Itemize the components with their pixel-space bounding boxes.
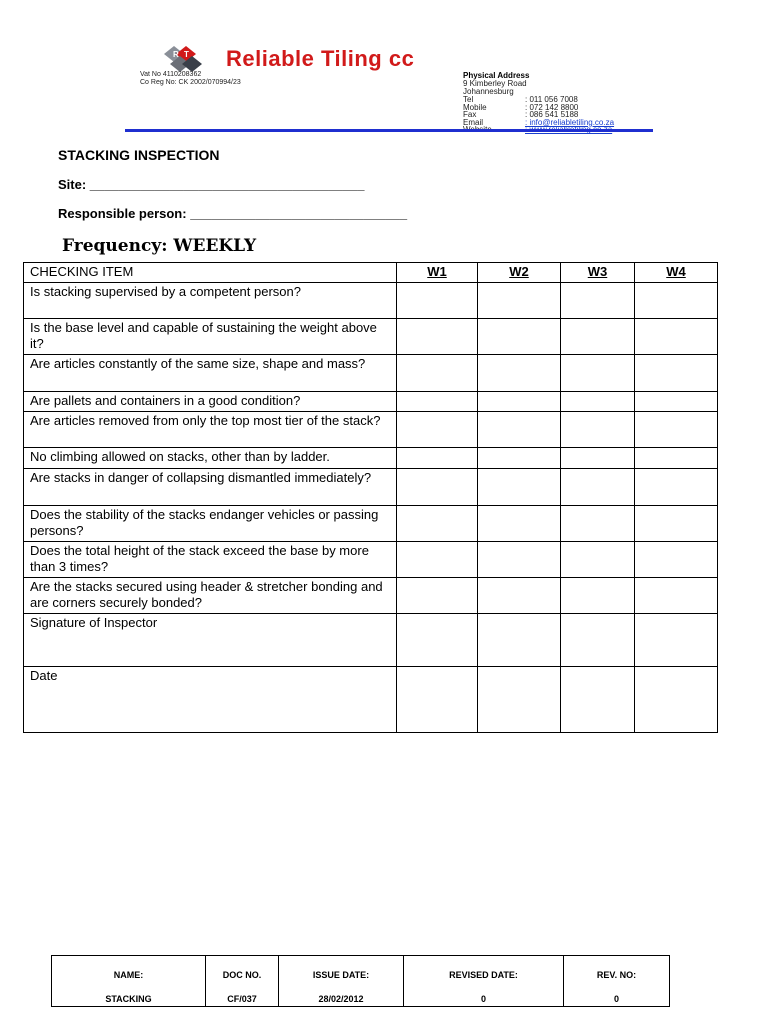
checking-item: Are articles constantly of the same size, shape and mass?	[24, 355, 397, 392]
check-cell-w2[interactable]	[478, 578, 561, 614]
company-name: Reliable Tiling cc	[226, 46, 415, 71]
check-cell-w2[interactable]	[478, 355, 561, 392]
table-row	[24, 283, 718, 319]
check-cell-w4[interactable]	[635, 542, 718, 578]
checking-item: Is stacking supervised by a competent person?	[24, 283, 397, 319]
reg-number: Co Reg No: CK 2002/070994/23	[140, 79, 241, 86]
check-cell-w4[interactable]	[635, 319, 718, 355]
column-header-w2: W2	[478, 263, 561, 283]
check-cell-w1[interactable]	[397, 506, 478, 542]
check-cell-w4[interactable]	[635, 412, 718, 448]
table-row	[24, 319, 718, 355]
check-cell-w1[interactable]	[397, 283, 478, 319]
check-cell-w3[interactable]	[561, 319, 635, 355]
check-cell-w1[interactable]	[397, 355, 478, 392]
contact-row: Email : info@reliabletiling.co.za	[463, 117, 615, 127]
date-cell-w4[interactable]	[635, 667, 718, 733]
footer-rev-no-cell: REV. NO: 0	[564, 956, 670, 1007]
column-header-w3: W3	[561, 263, 635, 283]
check-cell-w4[interactable]	[635, 392, 718, 412]
checking-item: Is the base level and capable of sustaining the weight above it?	[24, 319, 397, 355]
check-cell-w3[interactable]	[561, 283, 635, 319]
stacking-checklist-table	[23, 262, 718, 733]
table-row	[24, 392, 718, 412]
check-cell-w1[interactable]	[397, 469, 478, 506]
checking-item: Are stacks in danger of collapsing dismantled immediately?	[24, 469, 397, 506]
table-row	[24, 355, 718, 392]
check-cell-w1[interactable]	[397, 448, 478, 469]
check-cell-w2[interactable]	[478, 412, 561, 448]
responsible-person-field[interactable]: Responsible person: ______________________________	[58, 206, 408, 221]
header-divider	[125, 129, 653, 132]
footer-doc-no-cell: DOC NO. CF/037	[206, 956, 279, 1007]
check-cell-w3[interactable]	[561, 355, 635, 392]
svg-text:R: R	[173, 50, 179, 59]
check-cell-w3[interactable]	[561, 542, 635, 578]
footer-revised-date-cell: REVISED DATE: 0	[404, 956, 564, 1007]
signature-cell-w1[interactable]	[397, 614, 478, 667]
diamond-tiles-logo-icon	[158, 44, 218, 74]
footer-issue-date-cell: ISSUE DATE: 28/02/2012	[279, 956, 404, 1007]
check-cell-w2[interactable]	[478, 506, 561, 542]
check-cell-w4[interactable]	[635, 355, 718, 392]
inspector-signature-label: Signature of Inspector	[24, 614, 397, 667]
check-cell-w1[interactable]	[397, 542, 478, 578]
check-cell-w1[interactable]	[397, 392, 478, 412]
table-row	[24, 578, 718, 614]
check-cell-w2[interactable]	[478, 542, 561, 578]
contact-row: Mobile : 072 142 8800	[463, 102, 579, 112]
address-title: Physical Address	[463, 71, 530, 80]
document-control-table	[51, 955, 670, 1007]
table-row	[24, 667, 718, 733]
check-cell-w4[interactable]	[635, 469, 718, 506]
site-field[interactable]: Site: ______________________________________	[58, 177, 365, 192]
check-cell-w2[interactable]	[478, 319, 561, 355]
date-cell-w3[interactable]	[561, 667, 635, 733]
physical-address: 9 Kimberley Road Johannesburg	[463, 79, 527, 96]
table-row	[24, 469, 718, 506]
check-cell-w3[interactable]	[561, 469, 635, 506]
check-cell-w3[interactable]	[561, 412, 635, 448]
check-cell-w4[interactable]	[635, 506, 718, 542]
table-row	[24, 614, 718, 667]
checking-item: Are pallets and containers in a good condition?	[24, 392, 397, 412]
footer-name-cell: NAME: STACKING	[52, 956, 206, 1007]
page-title: STACKING INSPECTION	[58, 147, 220, 163]
date-cell-w2[interactable]	[478, 667, 561, 733]
check-cell-w3[interactable]	[561, 392, 635, 412]
signature-cell-w4[interactable]	[635, 614, 718, 667]
checking-item: Are articles removed from only the top most tier of the stack?	[24, 412, 397, 448]
frequency-heading: Frequency: WEEKLY	[62, 236, 257, 256]
contact-row: Fax : 086 541 5188	[463, 110, 579, 120]
company-registration	[140, 71, 241, 87]
table-row	[24, 542, 718, 578]
table-row	[24, 448, 718, 469]
check-cell-w3[interactable]	[561, 448, 635, 469]
contact-row: Tel : 011 056 7008	[463, 95, 578, 104]
svg-text:T: T	[184, 50, 189, 59]
check-cell-w1[interactable]	[397, 319, 478, 355]
check-cell-w4[interactable]	[635, 283, 718, 319]
column-header-checking-item: CHECKING ITEM	[24, 263, 397, 283]
table-row	[24, 412, 718, 448]
check-cell-w1[interactable]	[397, 412, 478, 448]
check-cell-w2[interactable]	[478, 392, 561, 412]
check-cell-w2[interactable]	[478, 283, 561, 319]
check-cell-w3[interactable]	[561, 578, 635, 614]
checking-item: Are the stacks secured using header & stretcher bonding and are corners securely bonded?	[24, 578, 397, 614]
signature-cell-w3[interactable]	[561, 614, 635, 667]
date-label: Date	[24, 667, 397, 733]
email-link[interactable]: : info@reliabletiling.co.za	[525, 117, 615, 127]
table-row	[24, 506, 718, 542]
date-cell-w1[interactable]	[397, 667, 478, 733]
check-cell-w4[interactable]	[635, 448, 718, 469]
check-cell-w2[interactable]	[478, 448, 561, 469]
checking-item: No climbing allowed on stacks, other than by ladder.	[24, 448, 397, 469]
check-cell-w1[interactable]	[397, 578, 478, 614]
checking-item: Does the total height of the stack exceed the base by more than 3 times?	[24, 542, 397, 578]
column-header-w1: W1	[397, 263, 478, 283]
check-cell-w4[interactable]	[635, 578, 718, 614]
check-cell-w2[interactable]	[478, 469, 561, 506]
vat-number: Vat No 4110208362	[140, 71, 202, 78]
checking-item: Does the stability of the stacks endanger vehicles or passing persons?	[24, 506, 397, 542]
signature-cell-w2[interactable]	[478, 614, 561, 667]
check-cell-w3[interactable]	[561, 506, 635, 542]
column-header-w4: W4	[635, 263, 718, 283]
